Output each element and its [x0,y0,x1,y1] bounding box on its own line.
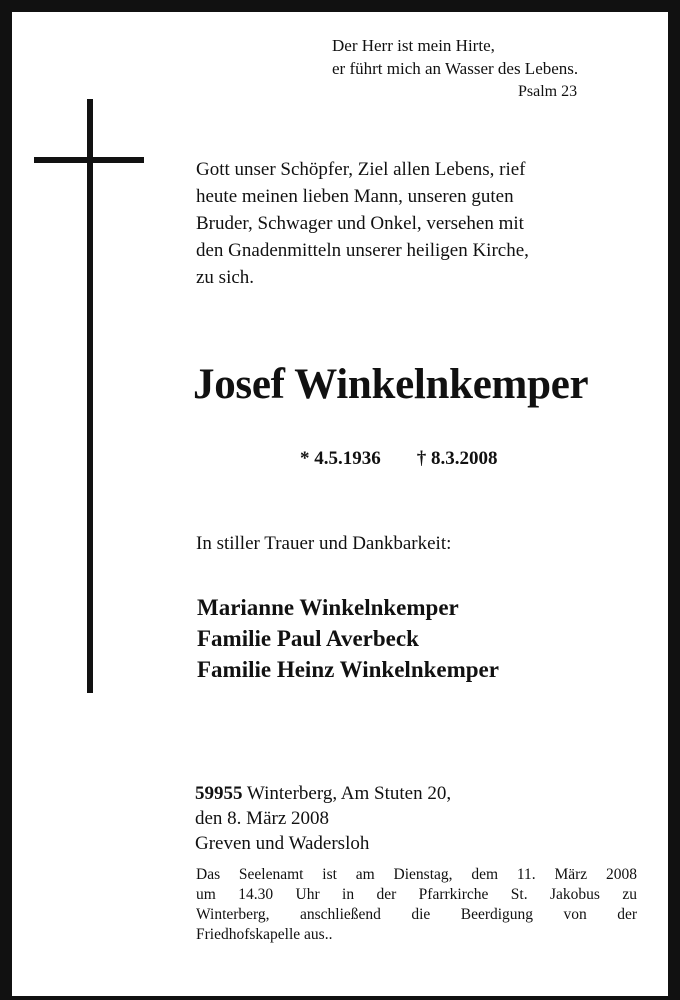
mourning-text: In stiller Trauer und Dankbarkeit: [196,533,452,554]
psalm-line: er führt mich an Wasser des Lebens. [332,59,579,78]
postal-code: 59955 [195,783,243,804]
address-street-line [195,781,645,806]
intro-line: den Gnadenmitteln unserer heiligen Kirche, [196,240,529,261]
address-places-line: Greven und Wadersloh [195,833,370,854]
intro-line: Gott unser Schöpfer, Ziel allen Lebens, rief [196,159,526,180]
psalm-line: Der Herr ist mein Hirte, [332,36,495,55]
cross-icon-horizontal-beam [34,157,144,163]
life-dates [300,446,498,472]
intro-text [196,156,636,291]
intro-line: zu sich. [196,267,255,288]
service-line: Das Seelenamt ist am Dienstag, dem 11. März 2008 [196,866,637,883]
service-line: um 14.30 Uhr in der Pfarrkirche St. Jakobus zu [196,886,637,903]
death-date: † 8.3.2008 [416,448,498,469]
intro-line: Bruder, Schwager und Onkel, versehen mit [196,213,524,234]
mourner-name: Familie Paul Averbeck [197,626,419,651]
deceased-name: Josef Winkelnkemper [193,361,589,408]
mourner-name: Marianne Winkelnkemper [197,595,459,620]
service-line: Winterberg, anschließend die Beerdigung von der [196,906,637,923]
psalm-quote [332,34,652,103]
intro-line: heute meinen lieben Mann, unseren guten [196,186,514,207]
birth-date: * 4.5.1936 [300,448,381,469]
mourners-list [197,592,647,685]
address-date-line: den 8. März 2008 [195,808,330,829]
funeral-service-notice [196,865,637,945]
address-block [195,781,645,856]
mourner-name: Familie Heinz Winkelnkemper [197,657,499,682]
street: Winterberg, Am Stuten 20, [246,783,452,804]
service-line: Friedhofskapelle aus.. [196,926,333,943]
cross-icon-vertical-beam [87,99,93,693]
psalm-reference: Psalm 23 [518,83,578,100]
